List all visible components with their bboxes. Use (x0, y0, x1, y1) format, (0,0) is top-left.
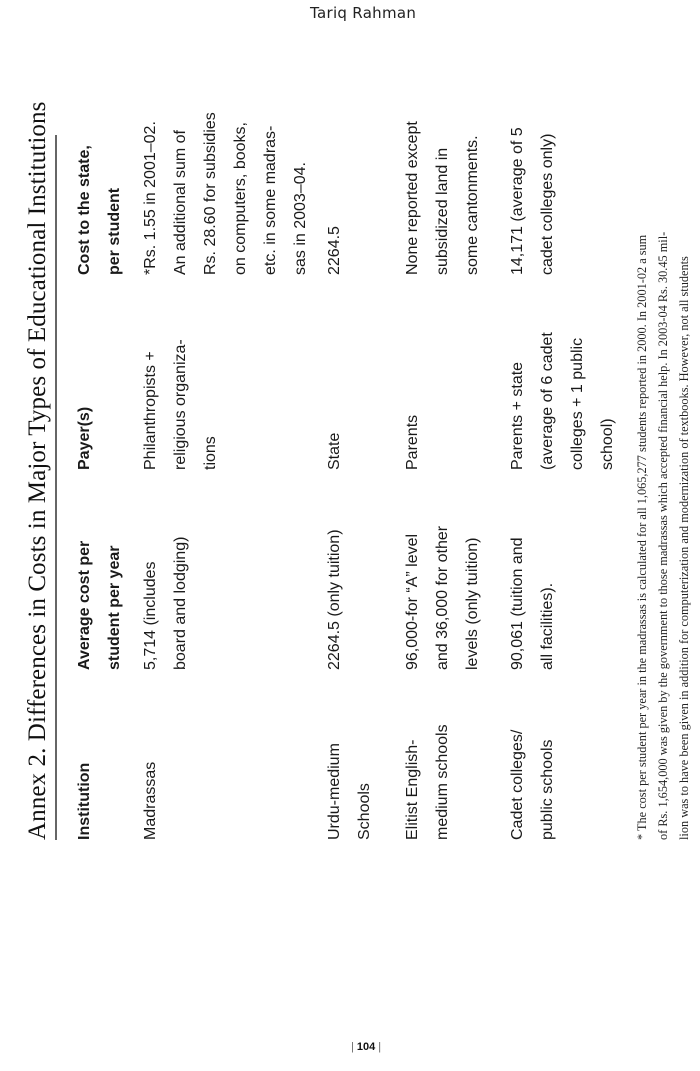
title-rule (55, 135, 57, 840)
cell-state-cost: *Rs. 1.55 in 2001–02. An additional sum of Rs. 28.60 for subsidies on computers, books, etc. in some madras- sas in 2003–04. (142, 112, 309, 275)
page-number-bar-right: | (378, 1041, 382, 1053)
cell-average-cost: 5,714 (includes board and lodging) (142, 536, 189, 670)
cell-state-cost: 14,171 (average of 5 cadet colleges only) (509, 127, 556, 275)
header-average-cost: Average cost per student per year (76, 540, 123, 670)
cell-average-cost: 90,061 (tuition and all facilities). (509, 537, 556, 670)
cell-payers: Parents (404, 414, 421, 470)
page-number-bar-left: | (351, 1041, 354, 1053)
cell-state-cost: None reported except subsidized land in some cantonments. (404, 121, 481, 275)
running-head: Tariq Rahman (310, 4, 417, 22)
cell-state-cost: 2264.5 (326, 226, 343, 275)
cell-payers: State (326, 432, 343, 470)
cell-payers: Parents + state (average of 6 cadet colleges + 1 public school) (509, 332, 616, 470)
cell-institution: Madrassas (142, 761, 159, 840)
page-number: | 104 | (348, 1041, 384, 1053)
cell-institution: Cadet colleges/ public schools (509, 729, 556, 840)
header-institution: Institution (76, 762, 93, 840)
cell-institution: Elitist English- medium schools (404, 724, 451, 840)
footnote: * The cost per student per year in the madrassas is calculated for all 1,065,277 students reported in 2000. In 2001-02 a sum of Rs. 1,654,000 was given by the government to those madrassas which accepted financial help. In 2003-04 Rs. 30.45 mil- lion was to have been given in addition for computerization and modernization of textbooks. However, not all students (635, 231, 691, 840)
table-title: Annex 2. Differences in Costs in Major Types of Educational Institutions (24, 101, 51, 840)
cell-average-cost: 2264.5 (only tuition) (326, 529, 343, 670)
header-payers: Payer(s) (76, 406, 93, 470)
cell-average-cost: 96,000-for “A” level and 36,000 for other levels (only tuition) (404, 525, 481, 670)
cell-payers: Philanthropists + religious organiza- tions (142, 339, 219, 470)
header-state-cost: Cost to the state, per student (76, 145, 123, 275)
cell-institution: Urdu-medium Schools (326, 743, 373, 840)
